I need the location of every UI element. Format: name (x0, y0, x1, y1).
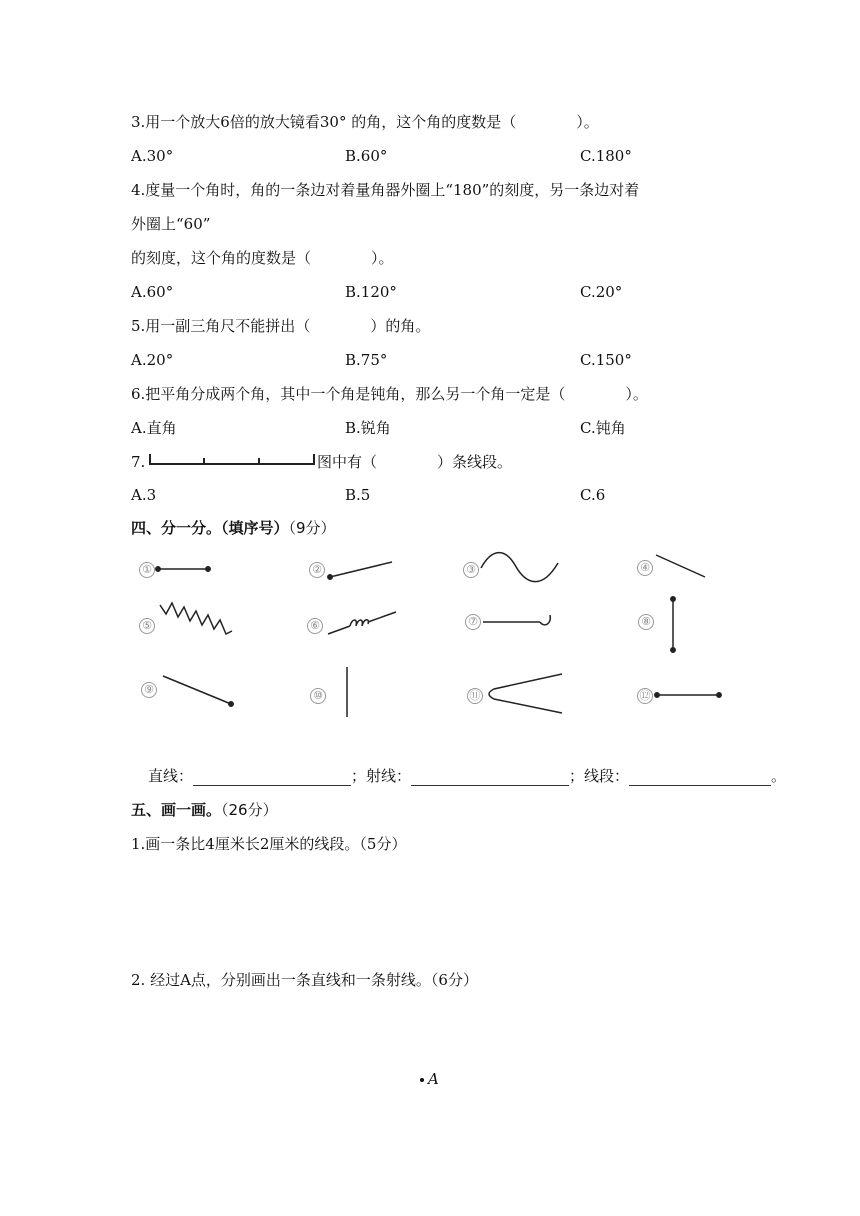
figure-9-ray (163, 676, 233, 706)
line-label: 直线： (148, 767, 194, 785)
question-4-text-line3: 的刻度，这个角的度数是（ ）。 (131, 249, 394, 267)
q7-option-a: A.3 (131, 486, 157, 504)
section-5-points: （26分） (221, 801, 278, 819)
figure-11-angle-lines (489, 674, 562, 713)
figure-label-3: ③ (463, 562, 479, 578)
figure-label-6: ⑥ (307, 618, 323, 634)
figure-label-8: ⑧ (638, 614, 654, 630)
figure-label-5: ⑤ (139, 618, 155, 634)
q7-option-b: B.5 (345, 486, 371, 504)
figure-label-9: ⑨ (141, 682, 157, 698)
line-answer-blank[interactable] (193, 767, 351, 786)
q4-option-a: A.60° (131, 283, 174, 301)
section-5-title: 五、画一画。 (131, 801, 222, 819)
q6-option-c: C.钝角 (580, 419, 626, 437)
figure-2-ray (328, 562, 392, 579)
figure-12-segment (655, 693, 721, 697)
figure-4-line (656, 555, 705, 577)
question-7-text: 图中有（ ）条线段。 (317, 453, 513, 471)
answer-line-end: 。 (771, 767, 787, 785)
segment-label: ；线段： (569, 767, 630, 785)
figure-label-10: ⑩ (310, 688, 326, 704)
figure-7-hook (483, 615, 550, 625)
question-4-text-line2: 外圈上“60” (131, 215, 211, 233)
q4-option-c: C.20° (580, 283, 623, 301)
section-5-heading (131, 800, 278, 820)
point-a-dot (420, 1078, 424, 1082)
q4-option-b: B.120° (345, 283, 397, 301)
q6-option-a: A.直角 (131, 419, 177, 437)
section-5-question-1: 1.画一条比4厘米长2厘米的线段。（5分） (131, 835, 407, 853)
q3-option-a: A.30° (131, 147, 174, 165)
section-4-title: 四、分一分。（填序号） (131, 519, 289, 537)
question-5-text: 5.用一副三角尺不能拼出（ ）的角。 (131, 317, 431, 335)
segment-answer-blank[interactable] (629, 767, 771, 786)
figure-5-zigzag (160, 603, 232, 634)
q7-option-c: C.6 (580, 486, 606, 504)
figure-3-curve (481, 553, 558, 582)
ray-label: ；射线： (351, 767, 412, 785)
figure-label-1: ① (139, 562, 155, 578)
classify-answer-line (148, 766, 786, 786)
figure-label-4: ④ (637, 560, 653, 576)
q6-option-b: B.锐角 (345, 419, 391, 437)
section-4-points: （9分） (288, 519, 336, 537)
q3-option-b: B.60° (345, 147, 388, 165)
figure-label-7: ⑦ (465, 614, 481, 630)
section-5-question-2: 2. 经过A点，分别画出一条直线和一条射线。（6分） (131, 971, 478, 989)
question-6-text: 6.把平角分成两个角，其中一个角是钝角，那么另一个角一定是（ ）。 (131, 385, 648, 403)
point-a (420, 1069, 439, 1089)
figure-6-coil-line (328, 612, 396, 634)
figure-1-segment (156, 567, 210, 571)
q3-option-c: C.180° (580, 147, 632, 165)
point-a-label: A (428, 1070, 439, 1088)
q5-option-c: C.150° (580, 351, 632, 369)
question-7-prefix: 7. (131, 453, 146, 471)
question-3-text: 3.用一个放大6倍的放大镜看30° 的角，这个角的度数是（ ）。 (131, 113, 599, 131)
q5-option-a: A.20° (131, 351, 174, 369)
figure-8-vertical-segment (671, 597, 675, 652)
figure-label-2: ② (309, 562, 325, 578)
ray-answer-blank[interactable] (411, 767, 569, 786)
figure-label-11: ⑪ (467, 688, 483, 704)
q5-option-b: B.75° (345, 351, 388, 369)
question-4-text-line1: 4.度量一个角时，角的一条边对着量角器外圈上“180”的刻度，另一条边对着 (131, 181, 640, 199)
figure-label-12: ⑫ (637, 688, 653, 704)
